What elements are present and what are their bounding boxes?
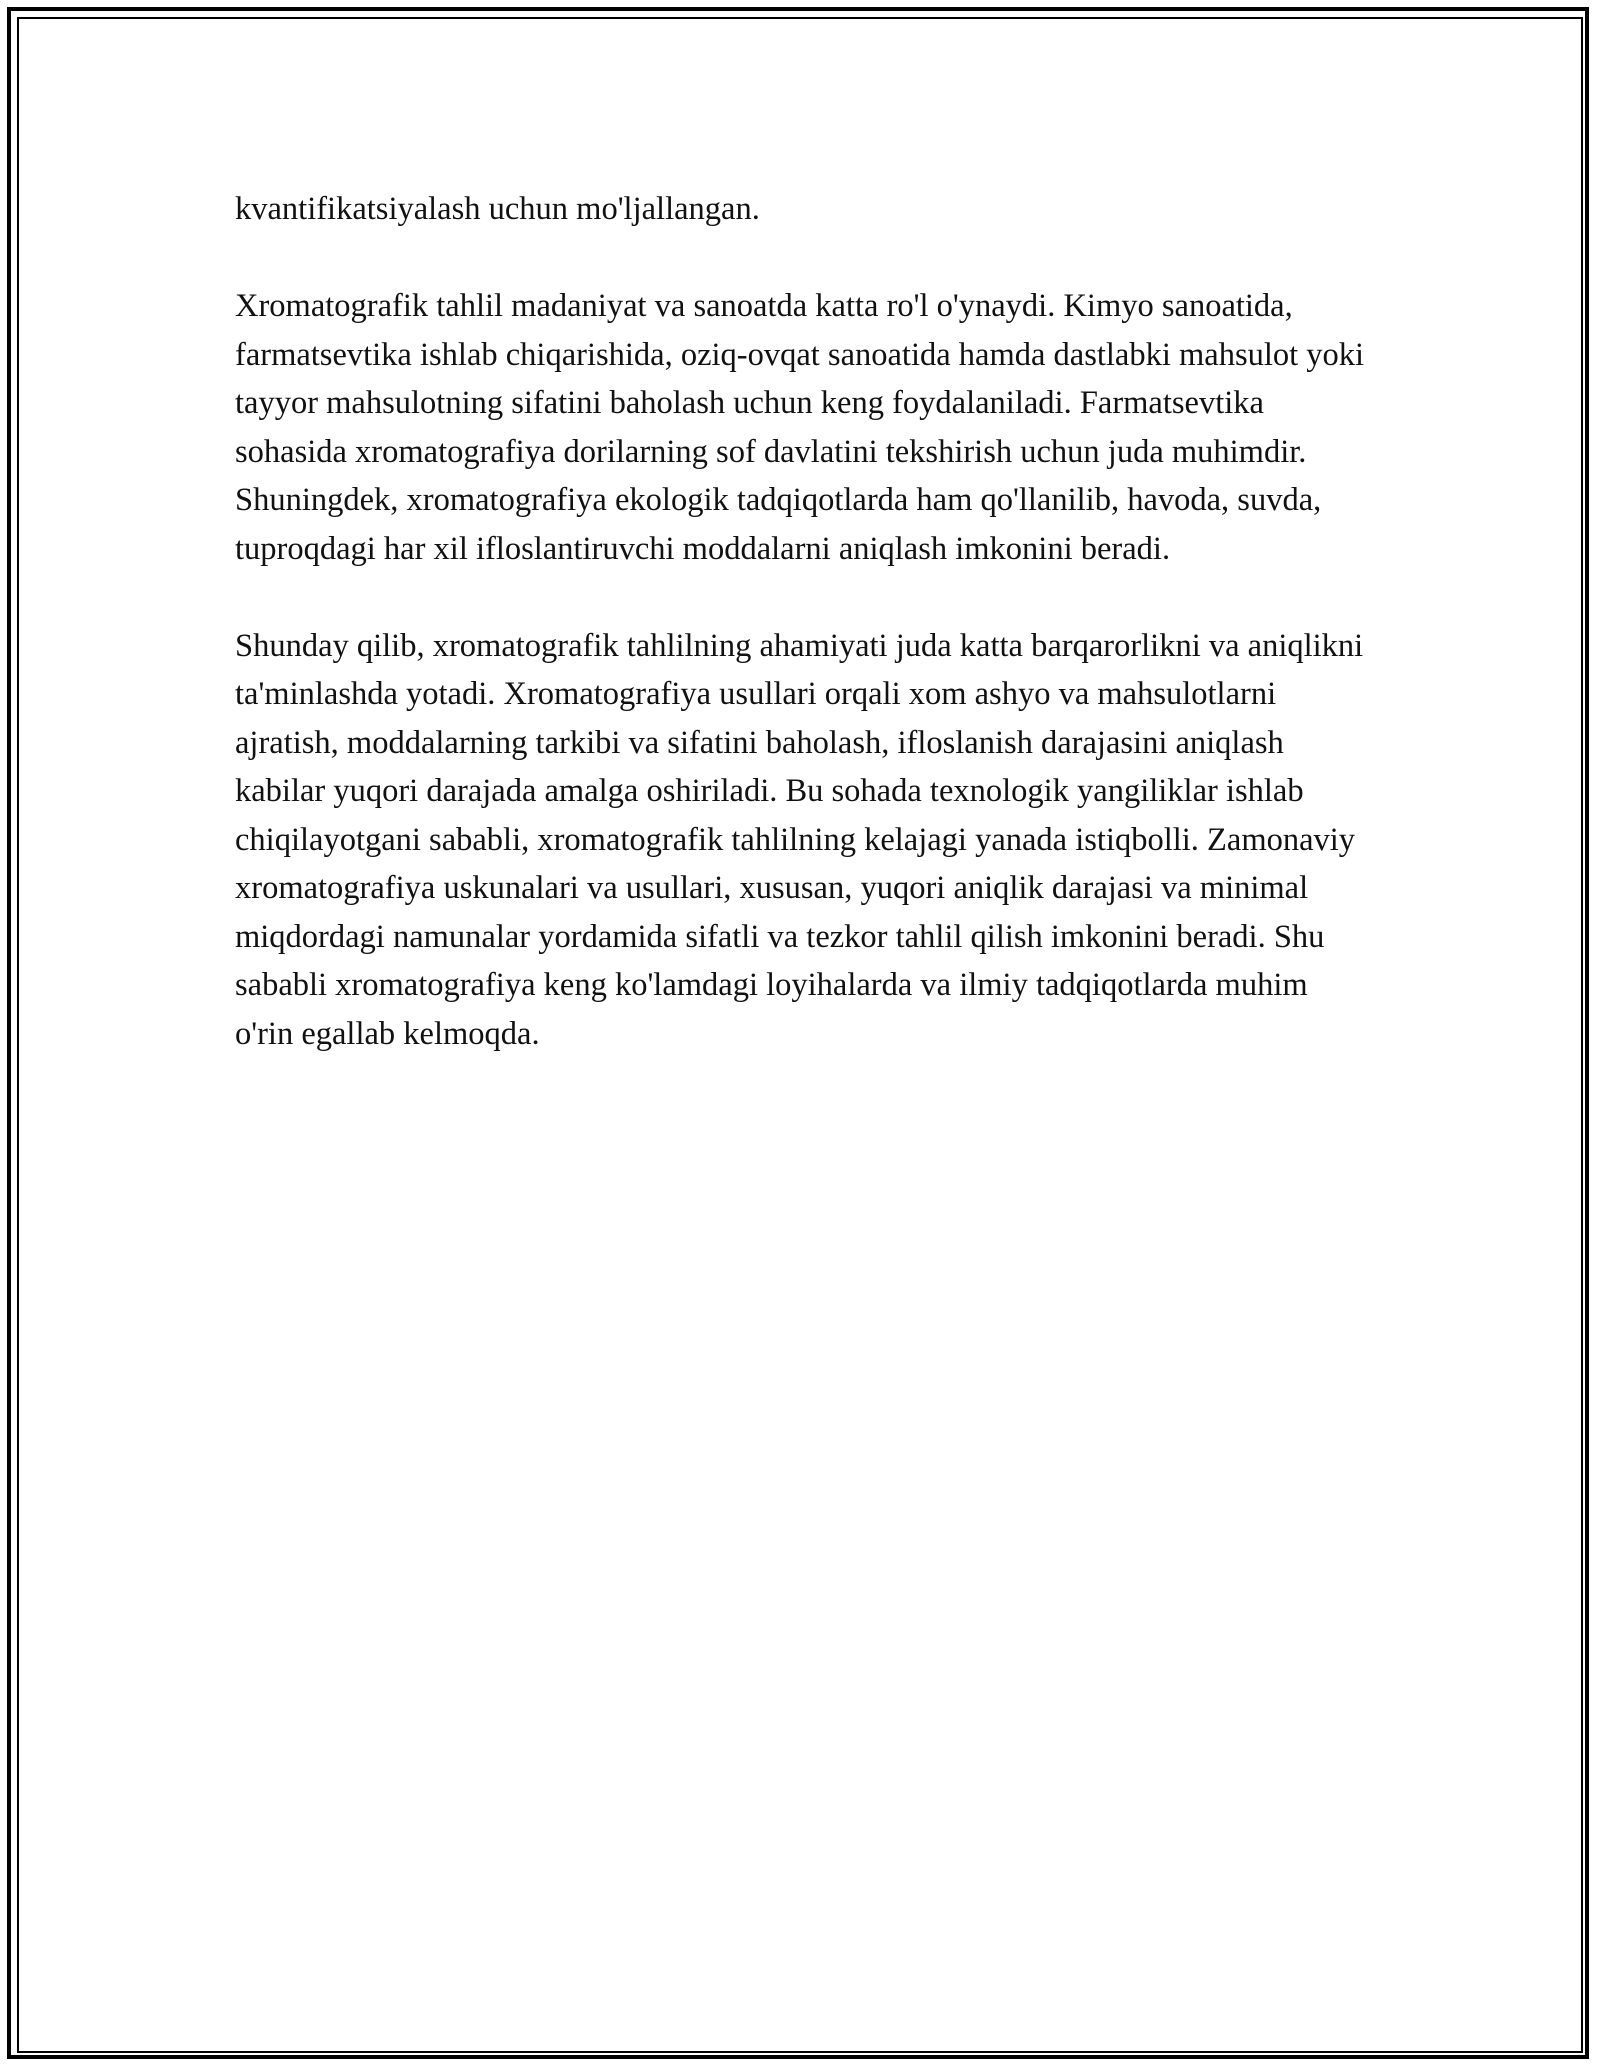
paragraph-continuation: kvantifikatsiyalash uchun mo'ljallangan. [235, 191, 760, 227]
paragraph-industry-role: Xromatografik tahlil madaniyat va sanoatda katta ro'l o'ynaydi. Kimyo sanoatida, farmatsevtika ishlab chiqarishida, oziq-ovqat sanoatida hamda dastlabki mahsulot yoki tayyor mahsulotning sifatini baholash uchun keng foydalaniladi. Farmatsevtika sohasida xromatografiya dorilarning sof davlatini tekshirish uchun juda muhimdir. Shuningdek, xromatografiya ekologik tadqiqotlarda ham qo'llanilib, havoda, suvda, tuproqdagi har xil ifloslantiruvchi moddalarni aniqlash imkonini beradi. [235, 288, 1365, 567]
document-body [235, 185, 1365, 1058]
paragraph-conclusion: Shunday qilib, xromatografik tahlilning ahamiyati juda katta barqarorlikni va aniqlikni ta'minlashda yotadi. Xromatografiya usullari orqali xom ashyo va mahsulotlarni ajratish, moddalarning tarkibi va sifatini baholash, ifloslanish darajasini aniqlash kabilar yuqori darajada amalga oshiriladi. Bu sohada texnologik yangiliklar ishlab chiqilayotgani sababli, xromatografik tahlilning kelajagi yanada istiqbolli. Zamonaviy xromatografiya uskunalari va usullari, xususan, yuqori aniqlik darajasi va minimal miqdordagi namunalar yordamida sifatli va tezkor tahlil qilish imkonini beradi. Shu sababli xromatografiya keng ko'lamdagi loyihalarda va ilmiy tadqiqotlarda muhim o'rin egallab kelmoqda. [235, 627, 1364, 1052]
